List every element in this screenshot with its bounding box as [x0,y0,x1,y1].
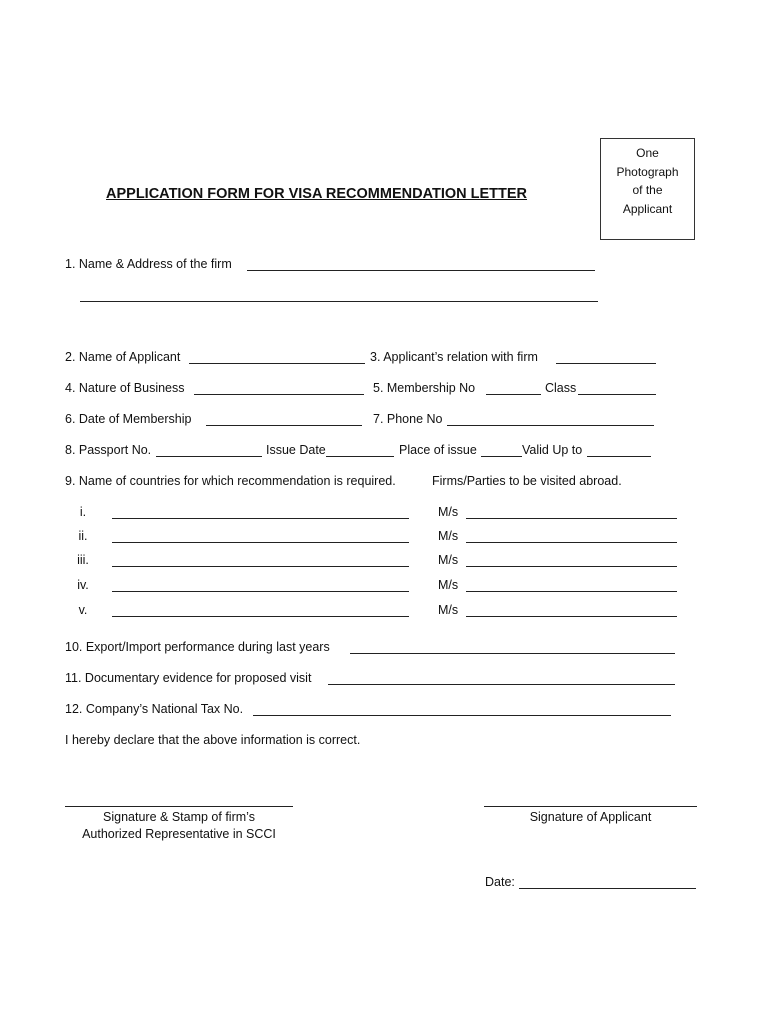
field-12-input-line[interactable] [253,715,671,716]
field-10-label: 10. Export/Import performance during last years [65,640,330,654]
applicant-signature-line[interactable] [484,806,697,807]
ms-label: M/s [438,529,459,543]
field-7-input-line[interactable] [447,425,654,426]
row-number: ii. [78,529,88,543]
ms-label: M/s [438,553,459,567]
field-1-input-line-2[interactable] [80,301,598,302]
row-number: v. [78,603,88,617]
field-11-input-line[interactable] [328,684,675,685]
date-label: Date: [485,875,515,889]
row-number: iii. [77,553,89,567]
field-8-issue-date-input-line[interactable] [326,456,394,457]
country-input-line[interactable] [112,542,409,543]
field-2-input-line[interactable] [189,363,365,364]
firm-signature-line[interactable] [65,806,293,807]
firm-signature-label: Signature & Stamp of firm’s [103,810,255,824]
country-input-line[interactable] [112,566,409,567]
field-5-class-label: Class [545,381,577,395]
field-5-label: 5. Membership No [373,381,476,395]
field-8-issue-date-label: Issue Date [266,443,326,457]
field-1-label: 1. Name & Address of the firm [65,257,232,271]
field-5-input-line[interactable] [486,394,541,395]
field-4-input-line[interactable] [194,394,364,395]
photo-box-line: One [636,146,659,160]
country-input-line[interactable] [112,591,409,592]
declaration-text: I hereby declare that the above information is correct. [65,733,361,747]
photograph-box [600,138,695,240]
row-number: iv. [77,578,89,592]
firm-input-line[interactable] [466,518,677,519]
row-number: i. [79,505,87,519]
field-3-input-line[interactable] [556,363,656,364]
field-11-label: 11. Documentary evidence for proposed visit [65,671,312,685]
country-input-line[interactable] [112,518,409,519]
field-8-place-input-line[interactable] [481,456,522,457]
field-8-passport-input-line[interactable] [156,456,262,457]
photo-box-line: Applicant [622,201,673,216]
field-5-class-input-line[interactable] [578,394,656,395]
photo-box-line: of the [632,183,663,197]
field-8-place-label: Place of issue [399,443,477,457]
field-7-label: 7. Phone No [373,412,443,426]
firm-input-line[interactable] [466,616,677,617]
field-9-label: 9. Name of countries for which recommendation is required. [65,474,396,488]
ms-label: M/s [438,603,459,617]
applicant-signature-label: Signature of Applicant [529,810,652,824]
field-8-valid-input-line[interactable] [587,456,651,457]
field-10-input-line[interactable] [350,653,675,654]
field-6-label: 6. Date of Membership [65,412,192,426]
field-3-label: 3. Applicant’s relation with firm [370,350,538,364]
field-12-label: 12. Company’s National Tax No. [65,702,244,716]
field-9-firms-label: Firms/Parties to be visited abroad. [432,474,622,488]
firm-input-line[interactable] [466,566,677,567]
photo-box-line: Photograph [616,164,679,179]
field-2-label: 2. Name of Applicant [65,350,181,364]
firm-input-line[interactable] [466,591,677,592]
firm-signature-label-2: Authorized Representative in SCCI [82,827,276,841]
field-8-label: 8. Passport No. [65,443,152,457]
ms-label: M/s [438,505,459,519]
ms-label: M/s [438,578,459,592]
date-input-line[interactable] [519,888,696,889]
field-8-valid-label: Valid Up to [522,443,583,457]
form-title: APPLICATION FORM FOR VISA RECOMMENDATION LETTER [106,186,528,202]
field-4-label: 4. Nature of Business [65,381,185,395]
field-6-input-line[interactable] [206,425,362,426]
firm-input-line[interactable] [466,542,677,543]
field-1-input-line[interactable] [247,270,595,271]
country-input-line[interactable] [112,616,409,617]
